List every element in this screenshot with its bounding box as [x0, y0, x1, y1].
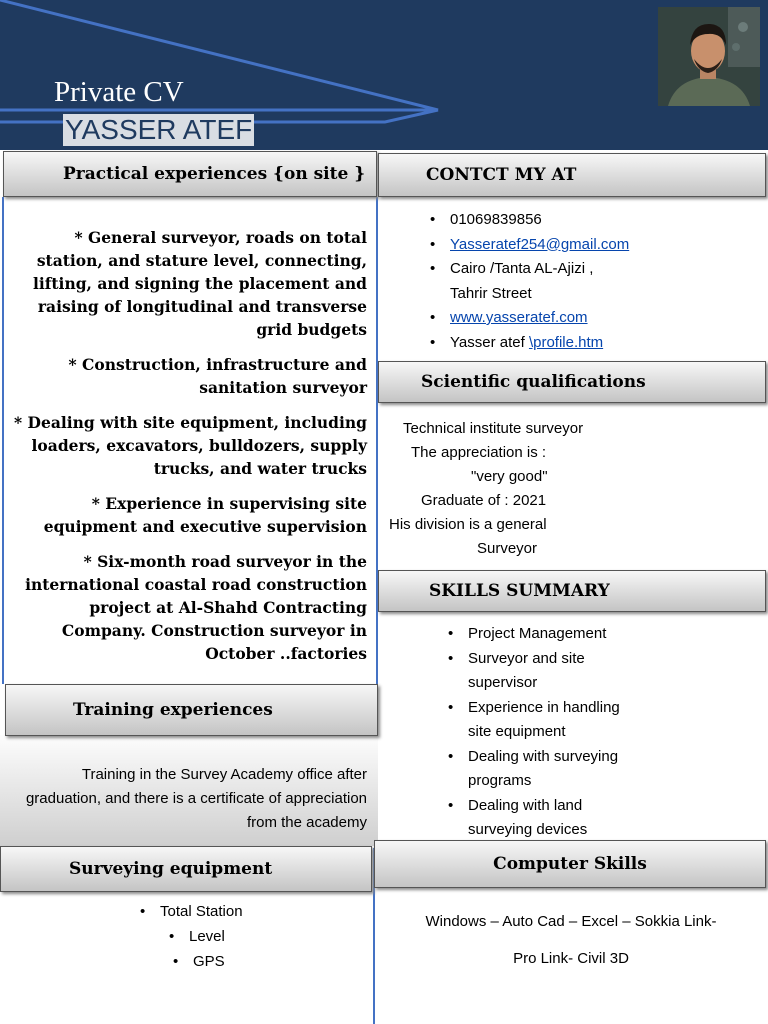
sci-line: "very good"	[471, 468, 548, 485]
contact-title: CONTCT MY AT	[426, 165, 577, 185]
cv-header	[0, 0, 768, 150]
contact-list	[426, 208, 629, 355]
left-border-line	[2, 197, 4, 684]
contact-email-item	[426, 233, 629, 258]
profile-prefix: Yasser atef	[450, 333, 529, 351]
address-line-1: Cairo /Tanta AL-Ajizi ,	[450, 260, 594, 277]
skill-text: Surveyor and site	[468, 649, 585, 667]
sci-line: His division is a general	[389, 516, 547, 533]
practical-experiences-title: Practical experiences {on site }	[63, 164, 366, 184]
equipment-item: • GPS	[169, 949, 243, 974]
computer-skills-line: Windows – Auto Cad – Excel – Sokkia Link-	[425, 913, 717, 930]
scientific-heading	[378, 361, 766, 403]
practical-item: * General surveyor, roads on total station, and stature level, connecting, lifting, and signing the placement and raising of longitudinal and transverse grid budgets	[32, 228, 367, 339]
practical-item: * Construction, infrastructure and sanitation surveyor	[68, 355, 367, 397]
profile-link[interactable]: \profile.htm	[528, 333, 604, 351]
contact-website-item	[426, 306, 629, 331]
contact-profile-item	[426, 331, 629, 356]
skill-text: supervisor	[468, 674, 538, 691]
email-link[interactable]: Yasseratef254@gmail.com	[450, 235, 630, 253]
skill-text: programs	[468, 772, 532, 789]
training-description: Training in the Survey Academy office after graduation, and there is a certificate of appreciation from the academy	[25, 766, 367, 831]
scientific-details	[388, 417, 628, 561]
skills-list	[444, 622, 620, 843]
skill-text: surveying devices	[468, 821, 588, 838]
practical-experiences-heading	[3, 151, 377, 197]
practical-item: * Dealing with site equipment, including loaders, excavators, bulldozers, supply trucks, and water trucks	[14, 413, 367, 478]
cv-title: Private CV	[54, 76, 184, 108]
computer-skills-line: Pro Link- Civil 3D	[513, 950, 629, 967]
skill-item	[444, 622, 620, 647]
computer-skills-heading	[374, 840, 766, 888]
scientific-title: Scientific qualifications	[421, 372, 646, 392]
skill-text: Dealing with land	[468, 796, 583, 814]
skill-text: Project Management	[468, 625, 607, 642]
skill-item	[444, 794, 620, 843]
skills-heading	[378, 570, 766, 612]
contact-heading	[378, 153, 766, 197]
skill-item	[444, 647, 620, 696]
practical-item: * Six-month road surveyor in the international coastal road construction project at Al-Shahd Contracting Company. Construction surveyor in October ..factories	[25, 552, 367, 663]
sci-line: Technical institute surveyor	[403, 420, 584, 437]
contact-address	[426, 257, 629, 306]
training-heading	[5, 684, 378, 736]
training-title: Training experiences	[73, 700, 273, 720]
skill-item	[444, 745, 620, 794]
sci-line: Surveyor	[477, 540, 538, 557]
equipment-item: • Total Station	[136, 899, 243, 924]
equipment-heading	[0, 846, 372, 892]
skill-text: Dealing with surveying	[468, 747, 619, 765]
sci-line: Graduate of : 2021	[421, 492, 547, 509]
skill-item	[444, 696, 620, 745]
person-name: YASSER ATEF	[65, 114, 253, 145]
computer-skills-title: Computer Skills	[493, 854, 647, 874]
computer-skills-text	[385, 903, 757, 977]
equipment-title: Surveying equipment	[69, 859, 273, 879]
skills-title: SKILLS SUMMARY	[429, 581, 610, 601]
website-link[interactable]: www.yasseratef.com	[450, 309, 588, 326]
profile-photo	[658, 7, 760, 106]
address-line-2: Tahrir Street	[450, 284, 532, 302]
equipment-list	[136, 899, 243, 974]
contact-phone: • 01069839856	[426, 208, 629, 233]
skill-text: Experience in handling	[468, 698, 620, 716]
equipment-item: • Level	[165, 924, 243, 949]
sci-line: The appreciation is :	[411, 444, 547, 461]
practical-experiences-list	[14, 226, 367, 677]
skill-text: site equipment	[468, 723, 566, 740]
practical-item: * Experience in supervising site equipment and executive supervision	[43, 494, 367, 536]
